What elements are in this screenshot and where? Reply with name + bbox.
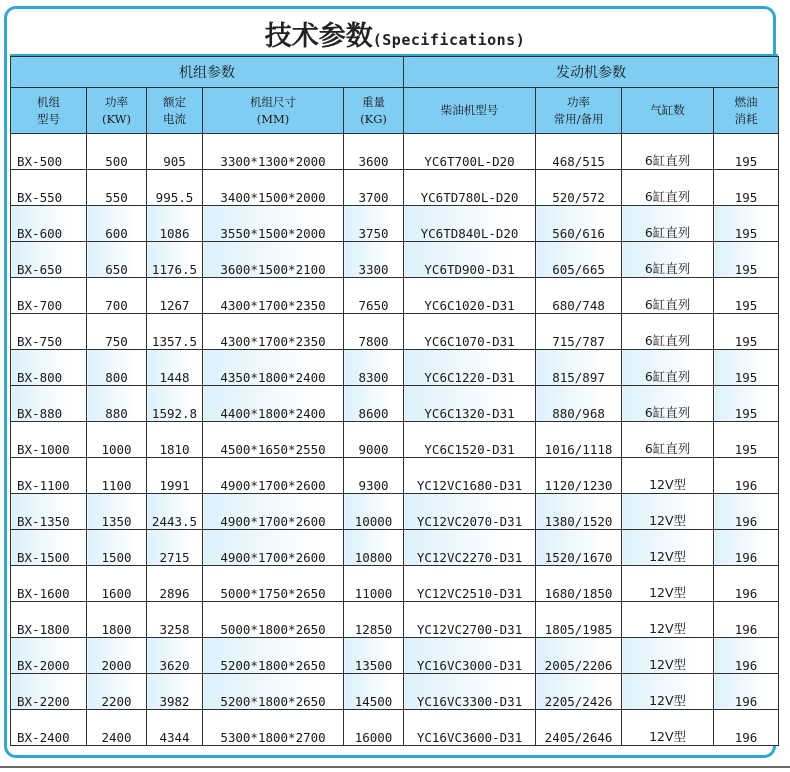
power-cell: 750 — [87, 314, 147, 350]
fuel-consumption-cell: 196 — [714, 674, 779, 710]
rated-current-cell: 1176.5 — [147, 242, 203, 278]
dimensions-cell: 3400*1500*2000 — [203, 170, 344, 206]
unit-model-cell: BX-500 — [11, 134, 87, 170]
engine-model-cell: YC6T700L-D20 — [404, 134, 536, 170]
rated-current-cell: 1448 — [147, 350, 203, 386]
header-line-2: 常用/备用 — [553, 111, 604, 126]
dimensions-cell: 4900*1700*2600 — [203, 494, 344, 530]
fuel-consumption-cell: 196 — [714, 458, 779, 494]
table-row — [11, 314, 779, 350]
engine-model-cell: YC6C1220-D31 — [404, 350, 536, 386]
weight-cell: 3700 — [344, 170, 404, 206]
engine-power-cell: 715/787 — [536, 314, 622, 350]
fuel-consumption-cell: 195 — [714, 386, 779, 422]
fuel-consumption-cell: 196 — [714, 530, 779, 566]
unit-model-cell: BX-2200 — [11, 674, 87, 710]
dimensions-cell: 4900*1700*2600 — [203, 530, 344, 566]
rated-current-cell: 2715 — [147, 530, 203, 566]
power-cell: 1800 — [87, 602, 147, 638]
rated-current-cell: 2896 — [147, 566, 203, 602]
weight-cell: 10800 — [344, 530, 404, 566]
fuel-consumption-cell: 195 — [714, 314, 779, 350]
group-unit-params: 机组参数 — [11, 57, 404, 88]
weight-cell: 9300 — [344, 458, 404, 494]
weight-cell: 3600 — [344, 134, 404, 170]
dimensions-cell: 4500*1650*2550 — [203, 422, 344, 458]
engine-model-cell: YC6C1020-D31 — [404, 278, 536, 314]
engine-power-cell: 880/968 — [536, 386, 622, 422]
engine-model-cell: YC6TD840L-D20 — [404, 206, 536, 242]
engine-model-cell: YC12VC1680-D31 — [404, 458, 536, 494]
cylinders-cell: 6缸直列 — [622, 242, 714, 278]
weight-cell: 11000 — [344, 566, 404, 602]
engine-power-cell: 2005/2206 — [536, 638, 622, 674]
rated-current-cell: 1357.5 — [147, 314, 203, 350]
engine-power-cell: 605/665 — [536, 242, 622, 278]
dimensions-cell: 5200*1800*2650 — [203, 638, 344, 674]
group-engine-params: 发动机参数 — [404, 57, 779, 88]
table-row — [11, 386, 779, 422]
bottom-divider — [0, 766, 790, 768]
col-fuel-consumption-header — [714, 88, 779, 134]
dimensions-cell: 3600*1500*2100 — [203, 242, 344, 278]
table-row — [11, 638, 779, 674]
power-cell: 800 — [87, 350, 147, 386]
cylinders-cell: 12V型 — [622, 710, 714, 746]
cylinders-cell: 6缸直列 — [622, 422, 714, 458]
rated-current-cell: 3982 — [147, 674, 203, 710]
engine-power-cell: 680/748 — [536, 278, 622, 314]
fuel-consumption-cell: 196 — [714, 494, 779, 530]
engine-model-cell: YC6C1320-D31 — [404, 386, 536, 422]
engine-power-cell: 1016/1118 — [536, 422, 622, 458]
unit-model-cell: BX-800 — [11, 350, 87, 386]
weight-cell: 7800 — [344, 314, 404, 350]
weight-cell: 7650 — [344, 278, 404, 314]
unit-model-cell: BX-2000 — [11, 638, 87, 674]
header-line-1: 柴油机型号 — [440, 103, 499, 118]
power-cell: 700 — [87, 278, 147, 314]
table-row — [11, 602, 779, 638]
cylinders-cell: 6缸直列 — [622, 350, 714, 386]
fuel-consumption-cell: 195 — [714, 206, 779, 242]
group-header-row — [11, 57, 779, 88]
dimensions-cell: 4300*1700*2350 — [203, 278, 344, 314]
header-line-2: 型号 — [37, 111, 60, 126]
rated-current-cell: 1810 — [147, 422, 203, 458]
header-line-1: 功率 — [105, 94, 128, 109]
engine-power-cell: 1520/1670 — [536, 530, 622, 566]
dimensions-cell: 5200*1800*2650 — [203, 674, 344, 710]
weight-cell: 13500 — [344, 638, 404, 674]
col-weight-header — [344, 88, 404, 134]
engine-power-cell: 1680/1850 — [536, 566, 622, 602]
engine-power-cell: 2205/2426 — [536, 674, 622, 710]
rated-current-cell: 2443.5 — [147, 494, 203, 530]
dimensions-cell: 3300*1300*2000 — [203, 134, 344, 170]
table-row — [11, 278, 779, 314]
power-cell: 1500 — [87, 530, 147, 566]
column-header-row — [11, 88, 779, 134]
table-row — [11, 710, 779, 746]
rated-current-cell: 1267 — [147, 278, 203, 314]
header-line-2: 电流 — [163, 111, 186, 126]
dimensions-cell: 5000*1800*2650 — [203, 602, 344, 638]
power-cell: 550 — [87, 170, 147, 206]
weight-cell: 3300 — [344, 242, 404, 278]
rated-current-cell: 1991 — [147, 458, 203, 494]
engine-model-cell: YC16VC3000-D31 — [404, 638, 536, 674]
engine-model-cell: YC12VC2070-D31 — [404, 494, 536, 530]
power-cell: 1100 — [87, 458, 147, 494]
header-line-1: 重量 — [362, 94, 386, 109]
engine-model-cell: YC16VC3600-D31 — [404, 710, 536, 746]
dimensions-cell: 5300*1800*2700 — [203, 710, 344, 746]
cylinders-cell: 12V型 — [622, 566, 714, 602]
engine-model-cell: YC6TD780L-D20 — [404, 170, 536, 206]
engine-power-cell: 560/616 — [536, 206, 622, 242]
header-line-2: 消耗 — [734, 111, 758, 126]
power-cell: 2400 — [87, 710, 147, 746]
cylinders-cell: 12V型 — [622, 602, 714, 638]
table-row — [11, 206, 779, 242]
dimensions-cell: 4300*1700*2350 — [203, 314, 344, 350]
header-line-2: (MM) — [256, 111, 290, 126]
fuel-consumption-cell: 195 — [714, 134, 779, 170]
rated-current-cell: 1086 — [147, 206, 203, 242]
weight-cell: 14500 — [344, 674, 404, 710]
engine-power-cell: 1805/1985 — [536, 602, 622, 638]
engine-power-cell: 1120/1230 — [536, 458, 622, 494]
engine-model-cell: YC6C1070-D31 — [404, 314, 536, 350]
unit-model-cell: BX-880 — [11, 386, 87, 422]
cylinders-cell: 12V型 — [622, 458, 714, 494]
table-row — [11, 566, 779, 602]
cylinders-cell: 6缸直列 — [622, 134, 714, 170]
cylinders-cell: 6缸直列 — [622, 206, 714, 242]
unit-model-cell: BX-1000 — [11, 422, 87, 458]
spec-table — [10, 56, 779, 746]
header-line-1: 机组尺寸 — [250, 94, 296, 109]
power-cell: 880 — [87, 386, 147, 422]
table-row — [11, 134, 779, 170]
header-line-2: (KG) — [360, 111, 387, 126]
cylinders-cell: 12V型 — [622, 638, 714, 674]
unit-model-cell: BX-1600 — [11, 566, 87, 602]
engine-model-cell: YC6TD900-D31 — [404, 242, 536, 278]
cylinders-cell: 12V型 — [622, 674, 714, 710]
header-line-1: 额定 — [163, 94, 186, 109]
col-cylinders-header — [622, 88, 714, 134]
table-row — [11, 422, 779, 458]
table-row — [11, 530, 779, 566]
cylinders-cell: 6缸直列 — [622, 278, 714, 314]
cylinders-cell: 12V型 — [622, 494, 714, 530]
unit-model-cell: BX-1100 — [11, 458, 87, 494]
power-cell: 600 — [87, 206, 147, 242]
rated-current-cell: 3258 — [147, 602, 203, 638]
rated-current-cell: 905 — [147, 134, 203, 170]
title-english: (Specifications) — [372, 31, 526, 49]
fuel-consumption-cell: 195 — [714, 242, 779, 278]
weight-cell: 16000 — [344, 710, 404, 746]
power-cell: 650 — [87, 242, 147, 278]
fuel-consumption-cell: 196 — [714, 602, 779, 638]
fuel-consumption-cell: 196 — [714, 566, 779, 602]
unit-model-cell: BX-1800 — [11, 602, 87, 638]
dimensions-cell: 4400*1800*2400 — [203, 386, 344, 422]
weight-cell: 10000 — [344, 494, 404, 530]
cylinders-cell: 12V型 — [622, 530, 714, 566]
table-row — [11, 494, 779, 530]
cylinders-cell: 6缸直列 — [622, 386, 714, 422]
engine-power-cell: 520/572 — [536, 170, 622, 206]
header-line-1: 燃油 — [734, 94, 758, 109]
weight-cell: 12850 — [344, 602, 404, 638]
dimensions-cell: 4350*1800*2400 — [203, 350, 344, 386]
power-cell: 1600 — [87, 566, 147, 602]
unit-model-cell: BX-1500 — [11, 530, 87, 566]
page-title — [0, 14, 790, 56]
power-cell: 1350 — [87, 494, 147, 530]
header-line-1: 机组 — [37, 94, 60, 109]
weight-cell: 9000 — [344, 422, 404, 458]
engine-model-cell: YC12VC2270-D31 — [404, 530, 536, 566]
fuel-consumption-cell: 195 — [714, 278, 779, 314]
engine-model-cell: YC12VC2510-D31 — [404, 566, 536, 602]
col-unit-model-header — [11, 88, 87, 134]
dimensions-cell: 5000*1750*2650 — [203, 566, 344, 602]
weight-cell: 8300 — [344, 350, 404, 386]
cylinders-cell: 6缸直列 — [622, 170, 714, 206]
header-line-1: 功率 — [567, 94, 591, 109]
engine-power-cell: 815/897 — [536, 350, 622, 386]
spec-table-body — [11, 134, 779, 746]
table-row — [11, 350, 779, 386]
rated-current-cell: 3620 — [147, 638, 203, 674]
engine-model-cell: YC12VC2700-D31 — [404, 602, 536, 638]
unit-model-cell: BX-550 — [11, 170, 87, 206]
unit-model-cell: BX-2400 — [11, 710, 87, 746]
title-chinese: 技术参数 — [264, 21, 373, 52]
col-dimensions-header — [203, 88, 344, 134]
table-row — [11, 458, 779, 494]
rated-current-cell: 1592.8 — [147, 386, 203, 422]
dimensions-cell: 3550*1500*2000 — [203, 206, 344, 242]
unit-model-cell: BX-700 — [11, 278, 87, 314]
rated-current-cell: 4344 — [147, 710, 203, 746]
power-cell: 2200 — [87, 674, 147, 710]
fuel-consumption-cell: 196 — [714, 638, 779, 674]
dimensions-cell: 4900*1700*2600 — [203, 458, 344, 494]
table-row — [11, 242, 779, 278]
header-line-2: (KW) — [102, 111, 131, 126]
power-cell: 2000 — [87, 638, 147, 674]
engine-power-cell: 2405/2646 — [536, 710, 622, 746]
power-cell: 500 — [87, 134, 147, 170]
unit-model-cell: BX-600 — [11, 206, 87, 242]
fuel-consumption-cell: 196 — [714, 710, 779, 746]
table-row — [11, 170, 779, 206]
col-rated-current-header — [147, 88, 203, 134]
col-engine-model-header — [404, 88, 536, 134]
engine-model-cell: YC16VC3300-D31 — [404, 674, 536, 710]
weight-cell: 8600 — [344, 386, 404, 422]
engine-power-cell: 1380/1520 — [536, 494, 622, 530]
header-line-1: 气缸数 — [650, 103, 685, 118]
unit-model-cell: BX-650 — [11, 242, 87, 278]
table-row — [11, 674, 779, 710]
col-power-header — [87, 88, 147, 134]
unit-model-cell: BX-750 — [11, 314, 87, 350]
fuel-consumption-cell: 195 — [714, 170, 779, 206]
cylinders-cell: 6缸直列 — [622, 314, 714, 350]
col-engine-power-header — [536, 88, 622, 134]
rated-current-cell: 995.5 — [147, 170, 203, 206]
power-cell: 1000 — [87, 422, 147, 458]
engine-model-cell: YC6C1520-D31 — [404, 422, 536, 458]
fuel-consumption-cell: 195 — [714, 422, 779, 458]
engine-power-cell: 468/515 — [536, 134, 622, 170]
weight-cell: 3750 — [344, 206, 404, 242]
fuel-consumption-cell: 195 — [714, 350, 779, 386]
unit-model-cell: BX-1350 — [11, 494, 87, 530]
